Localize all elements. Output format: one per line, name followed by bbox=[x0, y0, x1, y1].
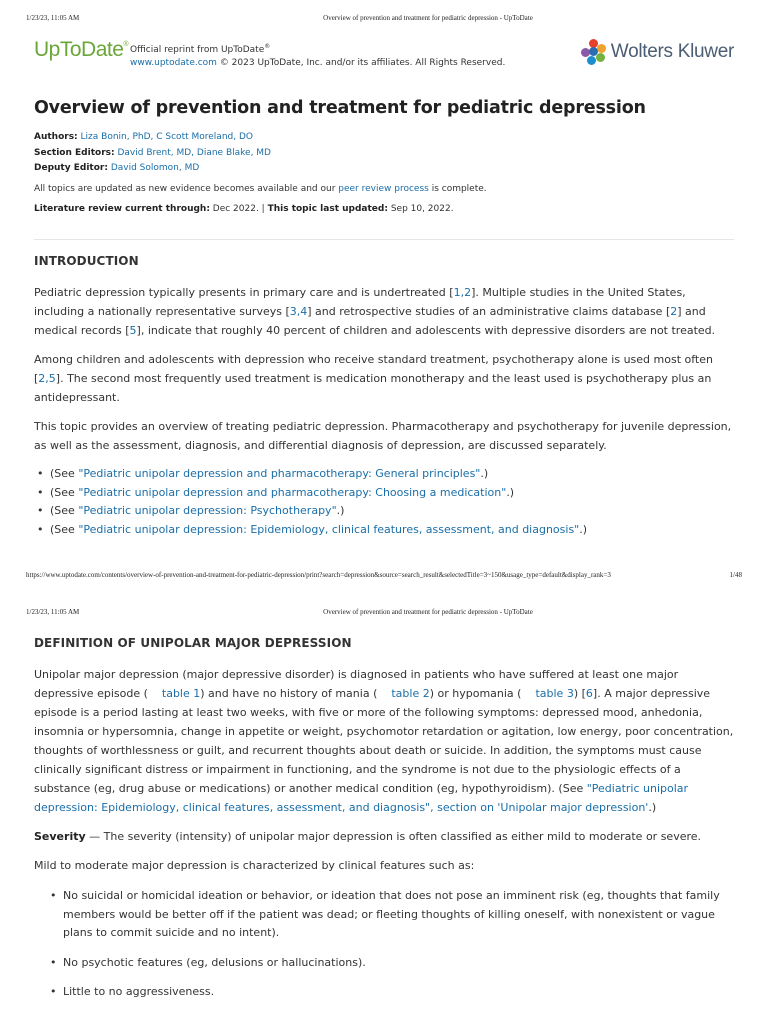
article-header bbox=[34, 98, 734, 118]
print-doc-title: Overview of prevention and treatment for pediatric depression - UpToDate bbox=[323, 608, 533, 616]
ref-link[interactable]: 2 bbox=[670, 305, 678, 318]
print-url: https://www.uptodate.com/contents/overview-of-prevention-and-treatment-for-pediatric-depression/print?search=depression&source=search_result&selectedTitle=3~150&usage_type=default&display_rank=3 bbox=[26, 571, 611, 579]
list-item: • (See "Pediatric unipolar depression: Epidemiology, clinical features, assessment, and diagnosis".) bbox=[34, 521, 734, 540]
section-editors-link[interactable]: David Brent, MD, Diane Blake, MD bbox=[117, 147, 271, 158]
see-also-link[interactable]: "Pediatric unipolar depression and pharmacotherapy: Choosing a medication" bbox=[78, 485, 507, 499]
reprint-notice: Official reprint from UpToDate® www.uptodate.com © 2023 UpToDate, Inc. and/or its affiliates. All Rights Reserved. bbox=[130, 43, 506, 68]
ref-link[interactable]: 1,2 bbox=[453, 286, 472, 299]
ref-link[interactable]: 6 bbox=[585, 687, 593, 700]
introduction-section bbox=[34, 254, 734, 539]
divider bbox=[34, 239, 734, 240]
see-also-list bbox=[34, 465, 734, 539]
list-item: • (See "Pediatric unipolar depression and pharmacotherapy: General principles".) bbox=[34, 465, 734, 484]
see-also-link[interactable]: "Pediatric unipolar depression: Epidemiology, clinical features, assessment, and diagnosis", section on 'Unipolar major depression' bbox=[34, 782, 689, 814]
print-datetime: 1/23/23, 11:05 AM bbox=[26, 608, 80, 616]
definition-section bbox=[34, 636, 734, 1013]
mild-intro-paragraph: Mild to moderate major depression is characterized by clinical features such as: bbox=[34, 859, 475, 872]
see-also-link[interactable]: "Pediatric unipolar depression: Epidemiology, clinical features, assessment, and diagnosis" bbox=[78, 522, 580, 536]
uptodate-site-link[interactable]: www.uptodate.com bbox=[130, 58, 217, 68]
criteria-list bbox=[34, 887, 734, 1002]
article-title: Overview of prevention and treatment for pediatric depression bbox=[34, 98, 646, 118]
print-doc-title: Overview of prevention and treatment for pediatric depression - UpToDate bbox=[323, 14, 533, 22]
intro-paragraph-3: This topic provides an overview of treating pediatric depression. Pharmacotherapy and psychotherapy for juvenile depression, as well as the assessment, diagnosis, and differential diagnosis of depression, are discussed separately. bbox=[34, 420, 732, 452]
definition-heading: DEFINITION OF UNIPOLAR MAJOR DEPRESSION bbox=[34, 636, 352, 650]
wolters-kluwer-logo: Wolters Kluwer bbox=[581, 38, 734, 66]
deputy-editor-link[interactable]: David Solomon, MD bbox=[110, 163, 200, 173]
severity-paragraph: Severity — The severity (intensity) of unipolar major depression is often classified as either mild to moderate or severe. bbox=[34, 830, 702, 843]
ref-link[interactable]: 3,4 bbox=[289, 305, 308, 318]
list-item: • (See "Pediatric unipolar depression: Psychotherapy".) bbox=[34, 502, 734, 521]
list-item: • Little to no aggressiveness. bbox=[34, 983, 734, 1002]
ref-link[interactable]: 5 bbox=[129, 324, 137, 337]
see-also-link[interactable]: "Pediatric unipolar depression and pharmacotherapy: General principles" bbox=[78, 467, 481, 480]
table-link[interactable]: table 2 bbox=[391, 687, 430, 700]
print-datetime: 1/23/23, 11:05 AM bbox=[26, 14, 80, 22]
table-link[interactable]: table 3 bbox=[535, 687, 574, 700]
print-page-number: 1/48 bbox=[729, 571, 742, 579]
see-also-link[interactable]: "Pediatric unipolar depression: Psychotherapy" bbox=[78, 504, 337, 517]
list-item: • No suicidal or homicidal ideation or behavior, or ideation that does not pose an imminent risk (eg, thoughts that family members would be better off if the patient was dead; or fleeting thoughts of killing oneself, with nonexistent or vague plans to commit suicide and no intent). bbox=[34, 887, 734, 943]
authors-link[interactable]: Liza Bonin, PhD, C Scott Moreland, DO bbox=[80, 132, 253, 142]
list-item: • (See "Pediatric unipolar depression and pharmacotherapy: Choosing a medication".) bbox=[34, 484, 734, 503]
ref-link[interactable]: 2,5 bbox=[38, 372, 56, 385]
article-meta: Authors: Liza Bonin, PhD, C Scott Moreland, DO Section Editors: David Brent, MD, Diane Blake, MD Deputy Editor: David Solomon, MD All topics are updated as new evidence becomes available and our peer review process is complete. Literature review current through: Dec 2022. | This topic last updated: Sep 10, 2022. bbox=[34, 132, 487, 214]
brand-bar bbox=[34, 38, 734, 70]
uptodate-logo: UpToDate® bbox=[34, 38, 129, 61]
wk-globe-icon bbox=[581, 39, 607, 65]
list-item: • No psychotic features (eg, delusions or hallucinations). bbox=[34, 954, 734, 973]
intro-paragraph-2: Among children and adolescents with depression who receive standard treatment, psychotherapy alone is used most often [2,5]. The second most frequently used treatment is medication monotherapy and the least used is psychotherapy plus an antidepressant. bbox=[34, 353, 713, 404]
table-link[interactable]: table 1 bbox=[161, 687, 201, 700]
peer-review-link[interactable]: peer review process bbox=[338, 183, 429, 194]
intro-paragraph-1: Pediatric depression typically presents in primary care and is undertreated [1,2]. Multiple studies in the United States, including a nationally representative surveys [3,4] and retrospective studies of an administrative claims database [2] and medical records [5], indicate that roughly 40 percent of children and adolescents with depressive disorders are not treated. bbox=[34, 286, 716, 337]
introduction-heading: INTRODUCTION bbox=[34, 254, 139, 268]
definition-paragraph: Unipolar major depression (major depressive disorder) is diagnosed in patients who have suffered at least one major depressive episode ( table 1) and have no history of mania ( table 2) or hypomania ( table 3) [6]. A major depressive episode is a period lasting at least two weeks, with five or more of the following symptoms: depressed mood, anhedonia, insomnia or hypersomnia, change in appetite or weight, psychomotor retardation or agitation, low energy, poor concentration, thoughts of worthlessness or guilt, and recurrent thoughts about death or suicide. In addition, the symptoms must cause clinically significant distress or impairment in functioning, and the syndrome is not due to the physiologic effects of a substance (eg, drug abuse or medications) or another medical condition (eg, hypothyroidism). (See "Pediatric unipolar depression: Epidemiology, clinical features, assessment, and diagnosis", section on 'Unipolar major depression'.) bbox=[34, 668, 734, 814]
